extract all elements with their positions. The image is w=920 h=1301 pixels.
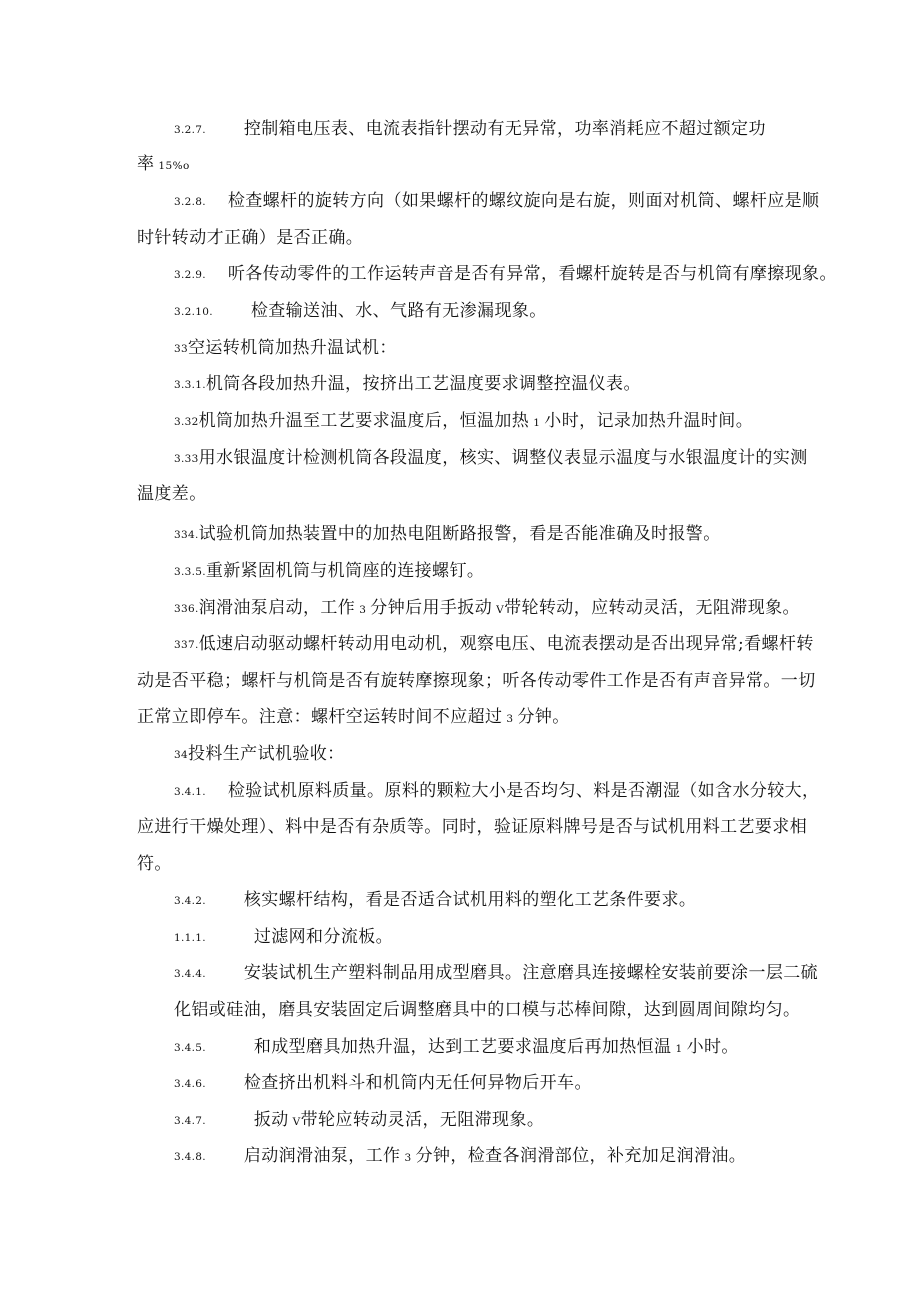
- paragraph-3-3-6: [174, 597, 800, 621]
- paragraph-3-3-5: [174, 560, 484, 583]
- belt-type: V: [496, 604, 505, 616]
- section-heading-3-4: [174, 743, 345, 766]
- minutes-value: 3: [506, 713, 514, 725]
- paragraph-3-4-4: [174, 962, 818, 985]
- paragraph-3-3-7-continued-2: [137, 706, 570, 730]
- paragraph-3-3-2: [174, 410, 753, 434]
- paragraph-text: 检查输送油、水、气路有无渗漏现象。: [250, 301, 547, 321]
- section-number: 33: [174, 343, 188, 355]
- paragraph-3-4-8: [174, 1145, 746, 1169]
- paragraph-text: 润滑油泵启动，工作: [198, 598, 356, 618]
- paragraph-text: 检查螺杆的旋转方向（如果螺杆的螺纹旋向是右旋，则面对机筒、螺杆应是顺: [227, 191, 820, 211]
- paragraph-text: 扳动: [253, 1110, 289, 1130]
- paragraph-text: 小时。: [686, 1037, 739, 1057]
- paragraph-text: 检验试机原料质量。原料的颗粒大小是否均匀、料是否潮湿（如含水分较大，: [227, 781, 820, 801]
- paragraph-text: 低速启动驱动螺杆转动用电动机，观察电压、电流表摆动是否出现异常;看螺杆转: [198, 634, 814, 654]
- paragraph-text: 小时，记录加热升温时间。: [544, 411, 754, 431]
- section-number: 3.4.6.: [174, 1078, 206, 1090]
- paragraph-3-2-8: [174, 190, 819, 213]
- section-number: 3.3.1.: [174, 379, 206, 391]
- section-number: 3.2.8.: [174, 196, 206, 208]
- paragraph-text: 重新紧固机筒与机筒座的连接螺钉。: [205, 561, 485, 581]
- paragraph-3-2-10: [174, 300, 547, 323]
- section-number: 1.1.1.: [174, 932, 206, 944]
- section-number: 3.4.1.: [174, 786, 206, 798]
- section-number: 3.4.2.: [174, 895, 206, 907]
- section-number: 3.2.9.: [174, 269, 206, 281]
- section-number: 3.2.10.: [174, 306, 213, 318]
- paragraph-3-3-4: [174, 523, 721, 546]
- paragraph-3-4-4-continued: [174, 999, 800, 1021]
- paragraph-text: 应进行干燥处理）、料中是否有杂质等。同时，验证原料牌号是否与试机用料工艺要求相: [137, 817, 808, 837]
- section-number: 3.4.4.: [174, 968, 206, 980]
- paragraph-3-3-3-continued: [137, 483, 207, 505]
- paragraph-text: 用水银温度计检测机筒各段温度，核实、调整仪表显示温度与水银温度计的实测: [198, 448, 808, 468]
- paragraph-text: 正常立即停车。注意：螺杆空运转时间不应超过: [137, 707, 503, 727]
- paragraph-text: 和成型磨具加热升温，达到工艺要求温度后再加热恒温: [253, 1037, 672, 1057]
- paragraph-3-3-7: [174, 633, 814, 656]
- paragraph-text: 带轮应转动灵活，无阻滞现象。: [300, 1110, 545, 1130]
- section-number: 3.4.5.: [174, 1042, 206, 1054]
- paragraph-text: 机筒加热升温至工艺要求温度后，恒温加热: [198, 411, 530, 431]
- paragraph-3-4-1-continued-2: [137, 853, 172, 875]
- paragraph-3-2-8-continued: [137, 227, 363, 249]
- heading-text: 投料生产试机验收：: [187, 744, 345, 764]
- section-number: 3.3.5.: [174, 566, 206, 578]
- paragraph-text: 听各传动零件的工作运转声音是否有异常，看螺杆旋转是否与机筒有摩擦现象。: [227, 264, 837, 284]
- paragraph-text: 核实螺杆结构，看是否适合试机用料的塑化工艺条件要求。: [243, 890, 697, 910]
- paragraph-text: 动是否平稳；螺杆与机筒是否有旋转摩擦现象；听各传动零件工作是否有声音异常。一切: [137, 671, 816, 691]
- paragraph-3-2-7-continued: [137, 153, 190, 177]
- section-heading-3-3: [174, 337, 397, 360]
- paragraph-3-2-9: [174, 263, 837, 286]
- paragraph-3-4-5: [174, 1036, 739, 1060]
- section-number: 3.4.7.: [174, 1115, 206, 1127]
- paragraph-text: 分钟，检查各润滑部位，补充加足润滑油。: [415, 1146, 747, 1166]
- paragraph-3-3-3: [174, 447, 808, 470]
- hours-value: 1: [675, 1043, 683, 1055]
- paragraph-3-4-1: [174, 780, 819, 803]
- section-number: 3.32: [174, 416, 199, 428]
- belt-type: V: [292, 1116, 301, 1128]
- section-number: 3.33: [174, 453, 199, 465]
- section-number: 334.: [174, 529, 199, 541]
- paragraph-3-2-7: [174, 118, 766, 141]
- section-number: 337.: [174, 639, 199, 651]
- paragraph-text: 检查挤出机料斗和机筒内无任何异物后开车。: [243, 1073, 592, 1093]
- paragraph-text: 化铝或硅油，磨具安装固定后调整磨具中的口模与芯棒间隙，达到圆周间隙均匀。: [174, 1000, 801, 1020]
- hours-value: 1: [533, 417, 541, 429]
- paragraph-text: 启动润滑油泵，工作: [243, 1146, 401, 1166]
- paragraph-text: 过滤网和分流板。: [253, 927, 394, 947]
- paragraph-text: 时针转动才正确）是否正确。: [137, 228, 364, 248]
- section-number: 3.4.8.: [174, 1151, 206, 1163]
- section-number: 3.2.7.: [174, 124, 206, 136]
- paragraph-text: 带轮转动，应转动灵活，无阻滞现象。: [504, 598, 800, 618]
- paragraph-3-4-2: [174, 889, 696, 912]
- percentage-value: 15%o: [158, 160, 190, 172]
- paragraph-text: 符。: [137, 854, 172, 874]
- paragraph-text: 试验机筒加热装置中的加热电阻断路报警，看是否能准确及时报警。: [198, 524, 721, 544]
- paragraph-text: 机筒各段加热升温，按挤出工艺温度要求调整控温仪表。: [205, 374, 641, 394]
- paragraph-1-1-1: [174, 926, 393, 949]
- heading-text: 空运转机筒加热升温试机：: [187, 338, 397, 358]
- paragraph-3-3-1: [174, 373, 641, 396]
- paragraph-text: 率: [137, 154, 155, 174]
- paragraph-text: 分钟后用手扳动: [370, 598, 493, 618]
- paragraph-3-4-7: [174, 1109, 544, 1133]
- section-number: 336.: [174, 603, 199, 615]
- paragraph-text: 安装试机生产塑料制品用成型磨具。注意磨具连接螺栓安装前要涂一层二硫: [243, 963, 819, 983]
- paragraph-3-3-7-continued: [137, 670, 816, 692]
- paragraph-text: 温度差。: [137, 484, 207, 504]
- paragraph-3-4-6: [174, 1072, 592, 1095]
- paragraph-text: 分钟。: [517, 707, 570, 727]
- minutes-value: 3: [404, 1152, 412, 1164]
- section-number: 34: [174, 749, 188, 761]
- minutes-value: 3: [359, 604, 367, 616]
- paragraph-text: 控制箱电压表、电流表指针摆动有无异常，功率消耗应不超过额定功: [243, 119, 766, 139]
- paragraph-3-4-1-continued: [137, 816, 807, 838]
